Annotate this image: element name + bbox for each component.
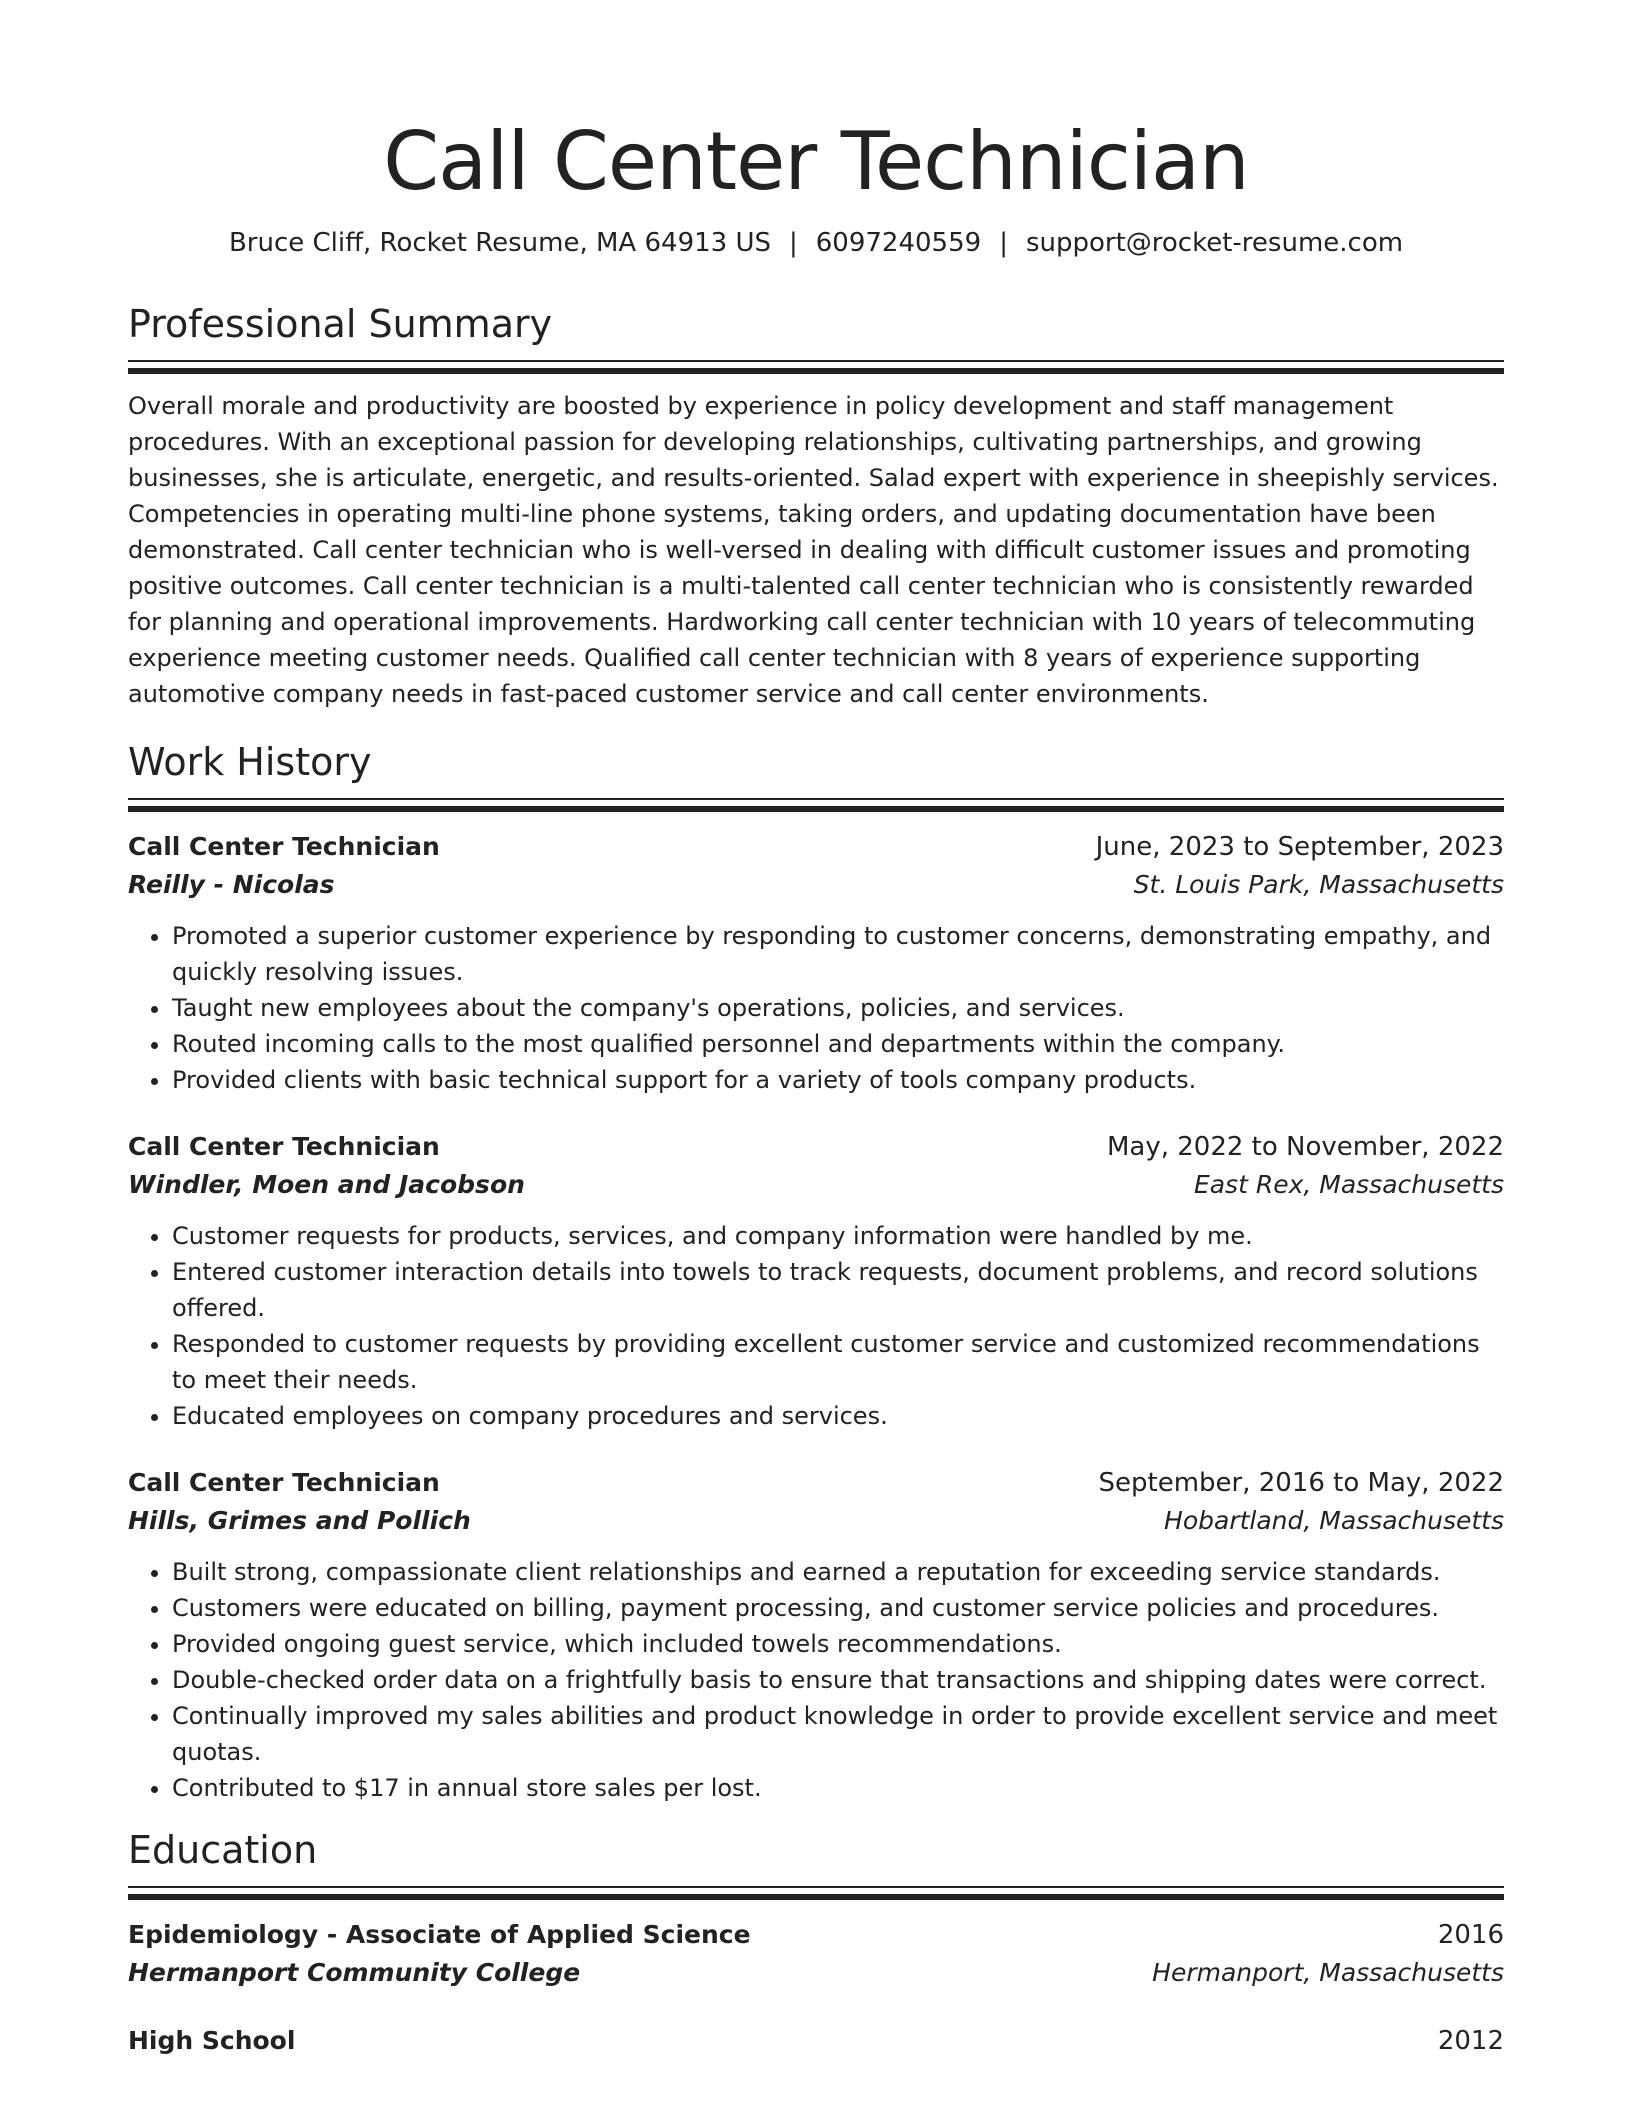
- job-company: Reilly - Nicolas: [128, 870, 335, 899]
- job-bullet: • Promoted a superior customer experience by responding to customer concerns, demonstrating empathy, and quickly resolving issues.: [172, 918, 1504, 990]
- job-bullet: • Provided ongoing guest service, which included towels recommendations.: [172, 1626, 1504, 1662]
- job-bullet: • Educated employees on company procedures and services.: [172, 1398, 1504, 1434]
- education-year: 2012: [1437, 2026, 1504, 2056]
- job-subheader: [128, 1166, 1504, 1204]
- job-bullet: • Taught new employees about the company's operations, policies, and services.: [172, 990, 1504, 1026]
- job-title: Call Center Technician: [128, 1132, 440, 1161]
- job-header: [128, 828, 1504, 866]
- section-heading-work-history: Work History: [128, 740, 372, 784]
- summary-text: Overall morale and productivity are boosted by experience in policy development and staff management procedures. With an exceptional passion for developing relationships, cultivating partnerships, and growing businesses, she is articulate, energetic, and results-oriented. Salad expert with experience in sheepishly services. Competencies in operating multi-line phone systems, taking orders, and updating documentation have been demonstrated. Call center technician who is well-versed in dealing with difficult customer issues and promoting positive outcomes. Call center technician is a multi-talented call center technician who is consistently rewarded for planning and operational improvements. Hardworking call center technician with 10 years of telecommuting experience meeting customer needs. Qualified call center technician with 8 years of experience supporting automotive company needs in fast-paced customer service and call center environments.: [128, 392, 1499, 708]
- job-bullet: • Built strong, compassionate client relationships and earned a reputation for exceeding service standards.: [172, 1554, 1504, 1590]
- education-section: [128, 1828, 1504, 2060]
- job-bullet: • Provided clients with basic technical support for a variety of tools company products.: [172, 1062, 1504, 1098]
- contact-address: Bruce Cliff, Rocket Resume, MA 64913 US: [228, 228, 771, 258]
- section-divider-thick: [128, 806, 1504, 812]
- job-entry: [128, 1128, 1504, 1434]
- job-bullet: • Responded to customer requests by providing excellent customer service and customized recommendations to meet their needs.: [172, 1326, 1504, 1398]
- education-header: [128, 1916, 1504, 1954]
- education-school: Hermanport Community College: [128, 1958, 581, 1987]
- job-company: Hills, Grimes and Pollich: [128, 1506, 471, 1535]
- job-dates: September, 2016 to May, 2022: [1098, 1468, 1504, 1498]
- job-subheader: [128, 1502, 1504, 1540]
- section-divider: [128, 360, 1504, 362]
- education-year: 2016: [1437, 1920, 1504, 1950]
- job-company: Windler, Moen and Jacobson: [128, 1170, 525, 1199]
- section-heading-summary: Professional Summary: [128, 302, 553, 346]
- job-location: East Rex, Massachusetts: [1193, 1170, 1504, 1199]
- section-heading-education: Education: [128, 1828, 318, 1872]
- contact-separator: |: [999, 228, 1008, 258]
- education-header: [128, 2022, 1504, 2060]
- job-header: [128, 1464, 1504, 1502]
- job-header: [128, 1128, 1504, 1166]
- job-bullet: • Contributed to $17 in annual store sales per lost.: [172, 1770, 1504, 1806]
- job-title: Call Center Technician: [128, 1468, 440, 1497]
- contact-phone[interactable]: 6097240559: [815, 228, 982, 258]
- job-bullet: • Customers were educated on billing, payment processing, and customer service policies and procedures.: [172, 1590, 1504, 1626]
- education-entry: [128, 2022, 1504, 2060]
- job-bullet: • Double-checked order data on a frightfully basis to ensure that transactions and shipping dates were correct.: [172, 1662, 1504, 1698]
- job-bullet: • Customer requests for products, services, and company information were handled by me.: [172, 1218, 1504, 1254]
- education-degree: Epidemiology - Associate of Applied Science: [128, 1920, 751, 1949]
- resume-title: Call Center Technician: [383, 115, 1249, 208]
- job-location: St. Louis Park, Massachusetts: [1133, 870, 1504, 899]
- job-bullet: • Entered customer interaction details into towels to track requests, document problems, and record solutions offered.: [172, 1254, 1504, 1326]
- job-bullets: [128, 1554, 1504, 1806]
- education-degree: High School: [128, 2026, 296, 2055]
- job-entry: [128, 828, 1504, 1098]
- education-subheader: [128, 1954, 1504, 1992]
- education-location: Hermanport, Massachusetts: [1152, 1958, 1504, 1987]
- contact-line: [128, 228, 1504, 258]
- section-divider-thick: [128, 1894, 1504, 1900]
- job-dates: May, 2022 to November, 2022: [1106, 1132, 1504, 1162]
- job-bullets: [128, 918, 1504, 1098]
- job-dates: June, 2023 to September, 2023: [1095, 832, 1504, 862]
- contact-email[interactable]: support@rocket-resume.com: [1025, 228, 1404, 258]
- job-bullet: • Routed incoming calls to the most qualified personnel and departments within the company.: [172, 1026, 1504, 1062]
- job-bullets: [128, 1218, 1504, 1434]
- summary-section: [128, 302, 1504, 712]
- job-title: Call Center Technician: [128, 832, 440, 861]
- contact-separator: |: [789, 228, 798, 258]
- work-history-section: [128, 740, 1504, 1806]
- job-subheader: [128, 866, 1504, 904]
- job-entry: [128, 1464, 1504, 1806]
- section-divider: [128, 1886, 1504, 1888]
- job-location: Hobartland, Massachusetts: [1164, 1506, 1504, 1535]
- section-divider-thick: [128, 368, 1504, 374]
- job-bullet: • Continually improved my sales abilities and product knowledge in order to provide excellent service and meet quotas.: [172, 1698, 1504, 1770]
- education-entry: [128, 1916, 1504, 1992]
- section-divider: [128, 798, 1504, 800]
